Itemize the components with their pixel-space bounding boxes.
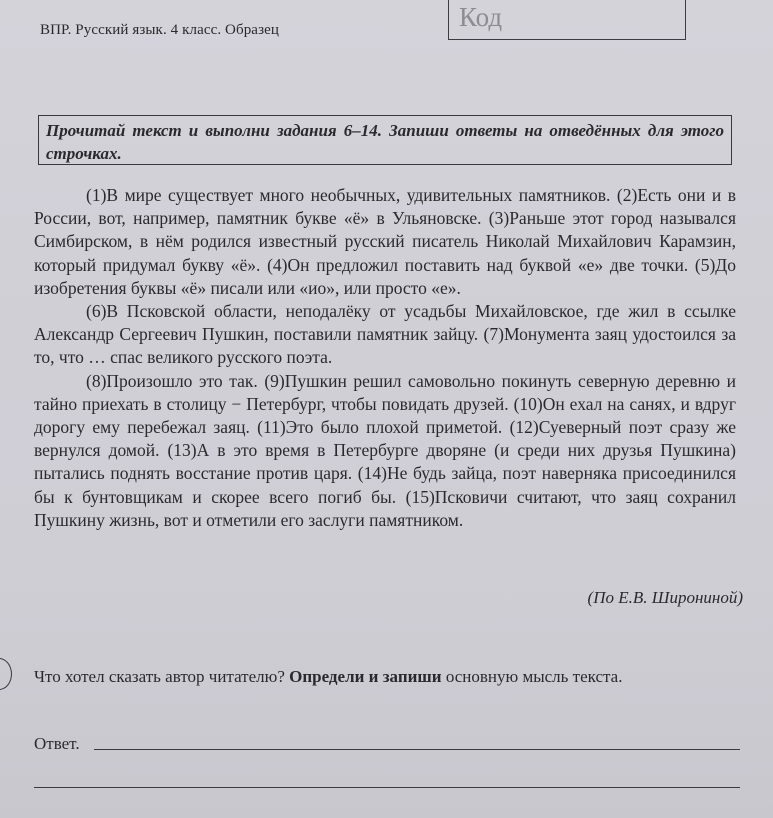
- text-source: (По Е.В. Широниной): [587, 588, 743, 607]
- paragraph-2: (6)В Псковской области, неподалёку от усадьбы Михайловское, где жил в ссылке Александр Сергеевич Пушкин, поставили памятник зайцу. (7)Монумента заяц удостоился за то, что … спас великого русского поэта.: [34, 301, 736, 368]
- question-bold: Определи и запиши: [289, 667, 442, 686]
- question-text: [34, 664, 736, 689]
- question-part-2: основную мысль текста.: [441, 667, 623, 686]
- answer-line-1[interactable]: [94, 749, 740, 750]
- answer-label: Ответ.: [34, 734, 80, 753]
- instruction-box: Прочитай текст и выполни задания 6–14. Запиши ответы на отведённых для этого строчках.: [38, 115, 732, 165]
- reading-text: [34, 184, 736, 532]
- code-label: Код: [459, 2, 503, 32]
- question-part-1: Что хотел сказать автор читателю?: [34, 667, 290, 686]
- code-box[interactable]: [448, 0, 686, 40]
- paragraph-1: (1)В мире существует много необычных, удивительных памятников. (2)Есть они и в России, вот, например, памятник букве «ё» в Ульяновске. (3)Раньше этот город назывался Симбирском, в нём родился известный русский писатель Николай Михайлович Карамзин, который придумал букву «ё». (4)Он предложил поставить над буквой «е» две точки. (5)До изобретения буквы «ё» писали или «ио», или просто «е».: [34, 185, 736, 298]
- paragraph-3: (8)Произошло это так. (9)Пушкин решил самовольно покинуть северную деревню и тайно приехать в столицу − Петербург, чтобы повидать друзей. (10)Он ехал на санях, и вдруг дорогу ему перебежал заяц. (11)Это было плохой приметой. (12)Суеверный поэт сразу же вернулся домой. (13)А в это время в Петербурге дворяне (и среди них друзья Пушкина) пытались поднять восстание против царя. (14)Не будь зайца, поэт наверняка присоединился бы к бунтовщикам и скорее всего погиб бы. (15)Псковичи считают, что заяц сохранил Пушкину жизнь, вот и отметили его заслуги памятником.: [34, 370, 736, 530]
- answer-line-2[interactable]: [34, 787, 740, 788]
- page-header-title: ВПР. Русский язык. 4 класс. Образец: [40, 22, 279, 38]
- question-number-circle: [0, 658, 12, 690]
